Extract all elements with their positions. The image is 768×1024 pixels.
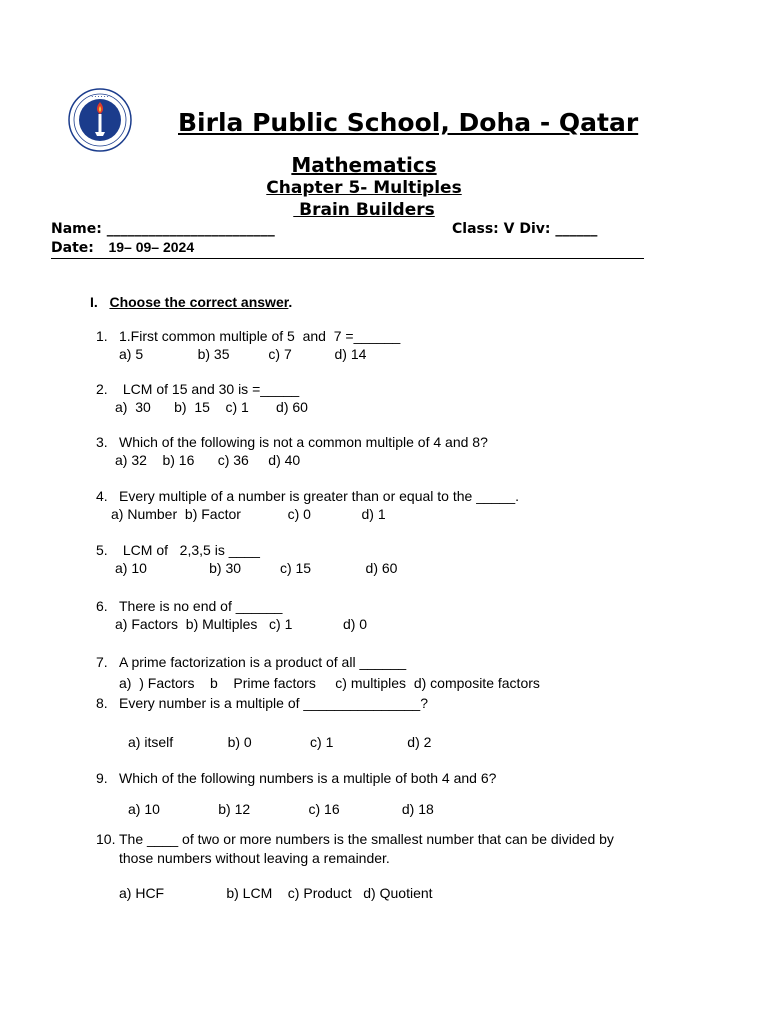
question-number: 2. bbox=[96, 381, 108, 397]
subject-title: Mathematics bbox=[291, 153, 437, 177]
question-3-options: a) 32 b) 16 c) 36 d) 40 bbox=[115, 452, 301, 468]
question-text: The ____ of two or more numbers is the smallest number that can be divided by bbox=[119, 831, 614, 847]
section-title: Choose the correct answer bbox=[109, 294, 289, 310]
question-number: 7. bbox=[96, 654, 108, 670]
question-8-options: a) itself b) 0 c) 1 d) 2 bbox=[128, 734, 432, 750]
section-period: . bbox=[288, 294, 293, 310]
section-numeral: I. bbox=[90, 294, 98, 310]
question-text: Which of the following numbers is a multiple of both 4 and 6? bbox=[119, 770, 497, 786]
question-10-options: a) HCF b) LCM c) Product d) Quotient bbox=[119, 885, 433, 901]
question-10 bbox=[96, 831, 614, 847]
question-1-options: a) 5 b) 35 c) 7 d) 14 bbox=[119, 346, 367, 362]
question-1 bbox=[96, 328, 400, 344]
question-number: 3. bbox=[96, 434, 108, 450]
name-field: Name: ________________________ bbox=[51, 221, 275, 237]
date-field bbox=[51, 239, 194, 256]
question-text: There is no end of ______ bbox=[119, 598, 283, 614]
question-9 bbox=[96, 770, 496, 786]
question-text: Every number is a multiple of _______________? bbox=[119, 695, 428, 711]
chapter-title: Chapter 5- Multiples bbox=[266, 178, 462, 198]
svg-text:• • • • • •: • • • • • • bbox=[91, 95, 109, 99]
question-4 bbox=[96, 488, 519, 504]
question-text: LCM of 15 and 30 is =_____ bbox=[119, 381, 300, 397]
question-text: LCM of 2,3,5 is ____ bbox=[119, 542, 260, 558]
class-field: Class: V Div: ______ bbox=[452, 221, 598, 237]
question-number: 10. bbox=[96, 831, 116, 847]
section-heading bbox=[90, 294, 292, 310]
question-text: A prime factorization is a product of all ______ bbox=[119, 654, 407, 670]
question-2-options: a) 30 b) 15 c) 1 d) 60 bbox=[115, 399, 308, 415]
date-value: 19– 09– 2024 bbox=[108, 239, 195, 255]
question-5-options: a) 10 b) 30 c) 15 d) 60 bbox=[115, 560, 398, 576]
question-number: 1. bbox=[96, 328, 108, 344]
question-number: 8. bbox=[96, 695, 108, 711]
question-7 bbox=[96, 654, 406, 670]
question-3 bbox=[96, 434, 488, 450]
question-4-options: a) Number b) Factor c) 0 d) 1 bbox=[111, 506, 386, 522]
worksheet-title: Brain Builders bbox=[293, 200, 435, 220]
question-6-options: a) Factors b) Multiples c) 1 d) 0 bbox=[115, 616, 368, 632]
question-10-text-line2: those numbers without leaving a remainder. bbox=[119, 850, 390, 866]
header-divider bbox=[51, 258, 644, 259]
question-5 bbox=[96, 542, 260, 558]
question-7-options: a) ) Factors b Prime factors c) multiples d) composite factors bbox=[119, 675, 540, 691]
date-label: Date: bbox=[51, 240, 94, 256]
question-number: 6. bbox=[96, 598, 108, 614]
question-number: 9. bbox=[96, 770, 108, 786]
question-number: 4. bbox=[96, 488, 108, 504]
question-8 bbox=[96, 695, 428, 711]
question-number: 5. bbox=[96, 542, 108, 558]
question-text: 1.First common multiple of 5 and 7 =______ bbox=[119, 328, 401, 344]
question-2 bbox=[96, 381, 299, 397]
question-text: Every multiple of a number is greater than or equal to the _____. bbox=[119, 488, 520, 504]
school-logo-icon bbox=[67, 88, 133, 152]
question-6 bbox=[96, 598, 282, 614]
question-9-options: a) 10 b) 12 c) 16 d) 18 bbox=[128, 801, 434, 817]
school-name: Birla Public School, Doha - Qatar bbox=[178, 108, 639, 137]
question-text: Which of the following is not a common multiple of 4 and 8? bbox=[119, 434, 488, 450]
